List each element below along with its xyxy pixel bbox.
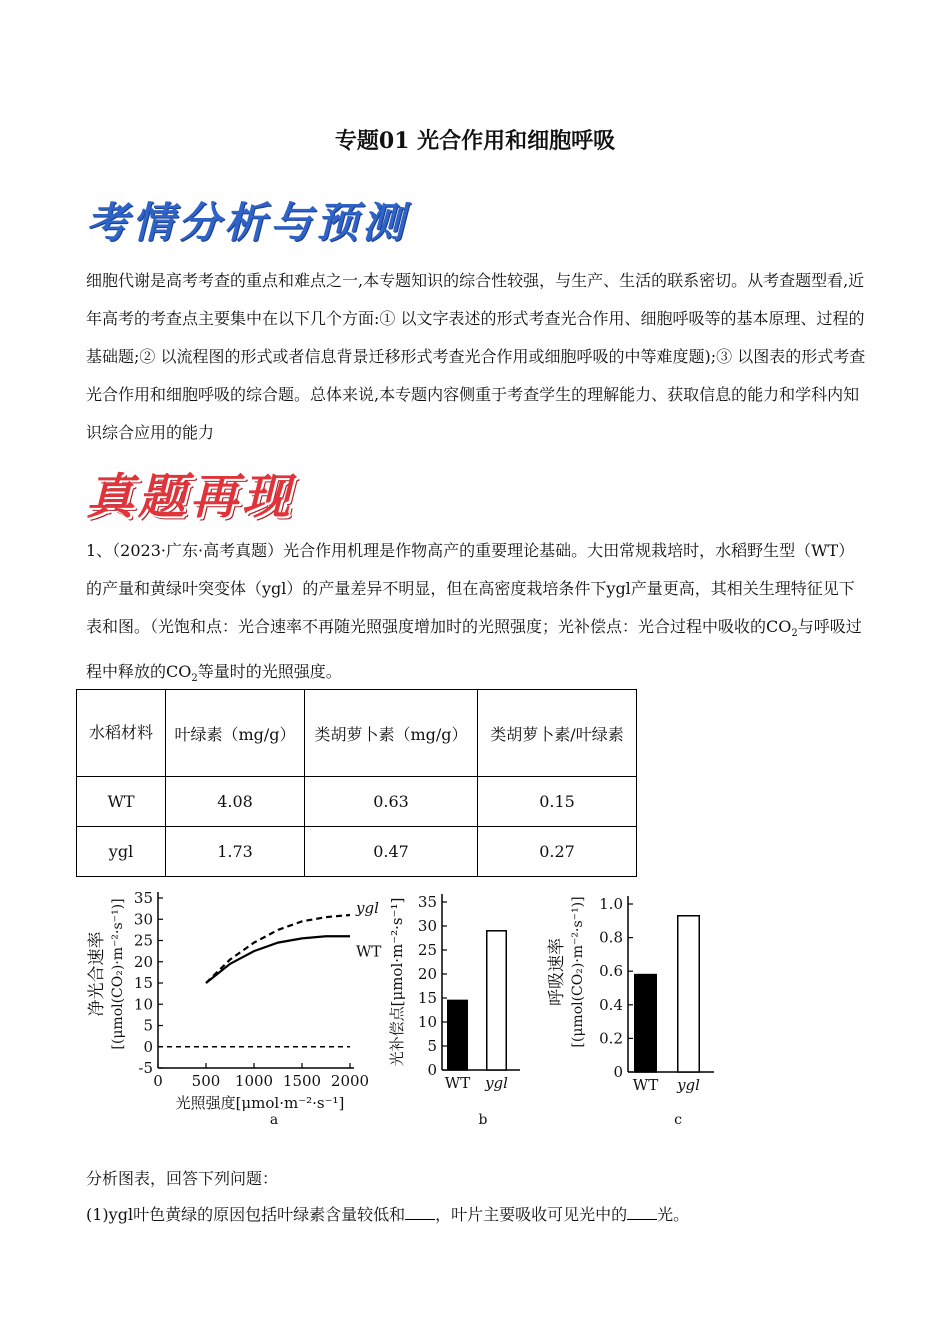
- chart-b-bar-ygl: [487, 931, 507, 1070]
- chart-c-y-tick-label: 1.0: [599, 895, 623, 913]
- page-title: 专题01 光合作用和细胞呼吸: [334, 128, 616, 154]
- data-table: [76, 689, 637, 877]
- chart-b-category-label: WT: [444, 1074, 471, 1092]
- chart-b-y-tick-label: 30: [417, 917, 437, 935]
- chart-a-y-tick-label: 10: [133, 995, 153, 1014]
- chart-a-xlabel: 光照强度[μmol·m⁻²·s⁻¹]: [175, 1094, 345, 1112]
- chart-a-y-tick-label: 5: [143, 1016, 153, 1035]
- table-cell: ygl: [77, 827, 166, 877]
- table-header-cell: 类胡萝卜素（mg/g）: [305, 690, 478, 777]
- subscript: 2: [791, 628, 798, 640]
- chart-c-y-tick-label: 0: [613, 1063, 623, 1081]
- question-1-1-part-b: ，叶片主要吸收可见光中的: [435, 1205, 628, 1224]
- chart-c-ylabel-line1: 呼吸速率: [547, 938, 567, 1006]
- chart-b-y-tick-label: 15: [417, 989, 437, 1007]
- answer-blank[interactable]: [405, 1205, 435, 1220]
- table-cell: 0.63: [305, 777, 478, 827]
- question-1-text-a: 1、（2023·广东·高考真题）光合作用机理是作物高产的重要理论基础。大田常规栽培时，水稻野生型（WT）的产量和黄绿叶突变体（ygl）的产量差异不明显，但在高密度栽培条件下ygl产量更高，其相关生理特征见下表和图。（光饱和点：光合速率不再随光照强度增加时的光照强度；光补偿点：光合过程中吸收的CO: [86, 541, 855, 636]
- chart-c-y-tick-label: 0.8: [599, 928, 623, 947]
- table-cell: 0.47: [305, 827, 478, 877]
- chart-b-y-tick-label: 5: [427, 1037, 437, 1055]
- chart-b-y-tick-label: 35: [417, 893, 437, 911]
- chart-a-panel-label: a: [269, 1112, 279, 1128]
- chart-b-bar-wt: [448, 1000, 468, 1070]
- chart-c-panel-label: c: [674, 1112, 682, 1128]
- table-header-cell: 类胡萝卜素/叶绿素: [478, 690, 637, 777]
- chart-c-y-tick-label: 0.2: [599, 1029, 623, 1048]
- question-1-1-part-a: (1)ygl叶色黄绿的原因包括叶绿素含量较低和: [86, 1205, 406, 1224]
- question-1-1-part-c: 光。: [657, 1205, 690, 1224]
- table-cell: 0.27: [478, 827, 637, 877]
- chart-a-x-tick-label: 2000: [330, 1072, 370, 1090]
- chart-c-ylabel-line2: [(μmol(CO₂)·m⁻²·s⁻¹)]: [570, 896, 586, 1048]
- section-banner-analysis: 考情分析与预测: [86, 198, 409, 247]
- question-1-1: [86, 1196, 866, 1234]
- chart-c-category-label: ygl: [677, 1076, 700, 1094]
- chart-panel-a: [87, 889, 381, 1128]
- chart-a-y-tick-label: 20: [133, 952, 153, 971]
- chart-b-category-label: ygl: [485, 1074, 508, 1092]
- table-header-cell: 水稻材料: [77, 690, 166, 777]
- chart-a-y-tick-label: -5: [138, 1059, 153, 1077]
- chart-b-ylabel: 光补偿点[μmol·m⁻²·s⁻¹]: [388, 897, 406, 1067]
- chart-b-panel-label: b: [478, 1112, 488, 1128]
- chart-c-y-tick-label: 0.4: [599, 995, 623, 1014]
- chart-a-y-tick-label: 25: [133, 931, 153, 950]
- chart-panel-b: [388, 893, 520, 1128]
- table-cell: WT: [77, 777, 166, 827]
- chart-c-bar-wt: [635, 975, 657, 1072]
- chart-a-y-tick-label: 30: [133, 910, 153, 929]
- answer-blank[interactable]: [627, 1205, 657, 1220]
- intro-paragraph: 细胞代谢是高考考查的重点和难点之一,本专题知识的综合性较强，与生产、生活的联系密切。从考查题型看,近年高考的考查点主要集中在以下几个方面:① 以文字表述的形式考查光合作用、细胞呼吸等的基本原理、过程的基础题;② 以流程图的形式或者信息背景迁移形式考查光合作用或细胞呼吸的中等难度题);③ 以图表的形式考查光合作用和细胞呼吸的综合题。总体来说,本专题内容侧重于考查学生的理解能力、获取信息的能力和学科内知识综合应用的能力: [86, 271, 866, 442]
- chart-a-x-tick-label: 500: [191, 1072, 221, 1090]
- chart-b-y-tick-label: 25: [417, 941, 437, 959]
- chart-a-x-tick-label: 1000: [234, 1072, 274, 1090]
- chart-a-x-tick-label: 0: [153, 1072, 163, 1090]
- question-1-text-b: 与呼吸过程中释放的CO: [86, 617, 862, 682]
- table-cell: 4.08: [166, 777, 305, 827]
- chart-c-y-tick-label: 0.6: [599, 962, 623, 981]
- chart-c-bar-ygl: [678, 916, 700, 1072]
- chart-a-series-label: ygl: [356, 899, 379, 917]
- analysis-prompt: 分析图表，回答下列问题：: [86, 1169, 279, 1188]
- chart-a-series-line-ygl: [206, 915, 350, 983]
- chart-a-y-tick-label: 35: [133, 889, 153, 907]
- chart-c-category-label: WT: [632, 1076, 659, 1094]
- subscript: 2: [191, 673, 198, 685]
- chart-a-series-label: WT: [356, 942, 382, 961]
- chart-a-ylabel-line2: [(μmol(CO₂)·m⁻²·s⁻¹)]: [110, 898, 126, 1050]
- section-banner-real-exam: 真题再现: [86, 469, 295, 525]
- table-header-row: [77, 690, 637, 777]
- table-header-cell: 叶绿素（mg/g）: [166, 690, 305, 777]
- chart-panel-c: [547, 895, 714, 1128]
- chart-b-y-tick-label: 20: [417, 965, 437, 983]
- chart-b-y-tick-label: 10: [417, 1013, 437, 1031]
- table-row: [77, 777, 637, 827]
- question-1-stem: [86, 532, 866, 698]
- question-1-text-c: 等量时的光照强度。: [197, 662, 342, 682]
- table-cell: 1.73: [166, 827, 305, 877]
- chart-a-series-line-wt: [206, 936, 350, 983]
- chart-a-y-tick-label: 15: [133, 974, 153, 992]
- chart-a-y-tick-label: 0: [143, 1037, 153, 1056]
- chart-b-y-tick-label: 0: [427, 1061, 437, 1079]
- table-cell: 0.15: [478, 777, 637, 827]
- table-row: [77, 827, 637, 877]
- chart-a-ylabel-line1: 净光合速率: [87, 931, 107, 1017]
- chart-a-x-tick-label: 1500: [282, 1072, 322, 1090]
- figure-charts: [80, 872, 740, 1134]
